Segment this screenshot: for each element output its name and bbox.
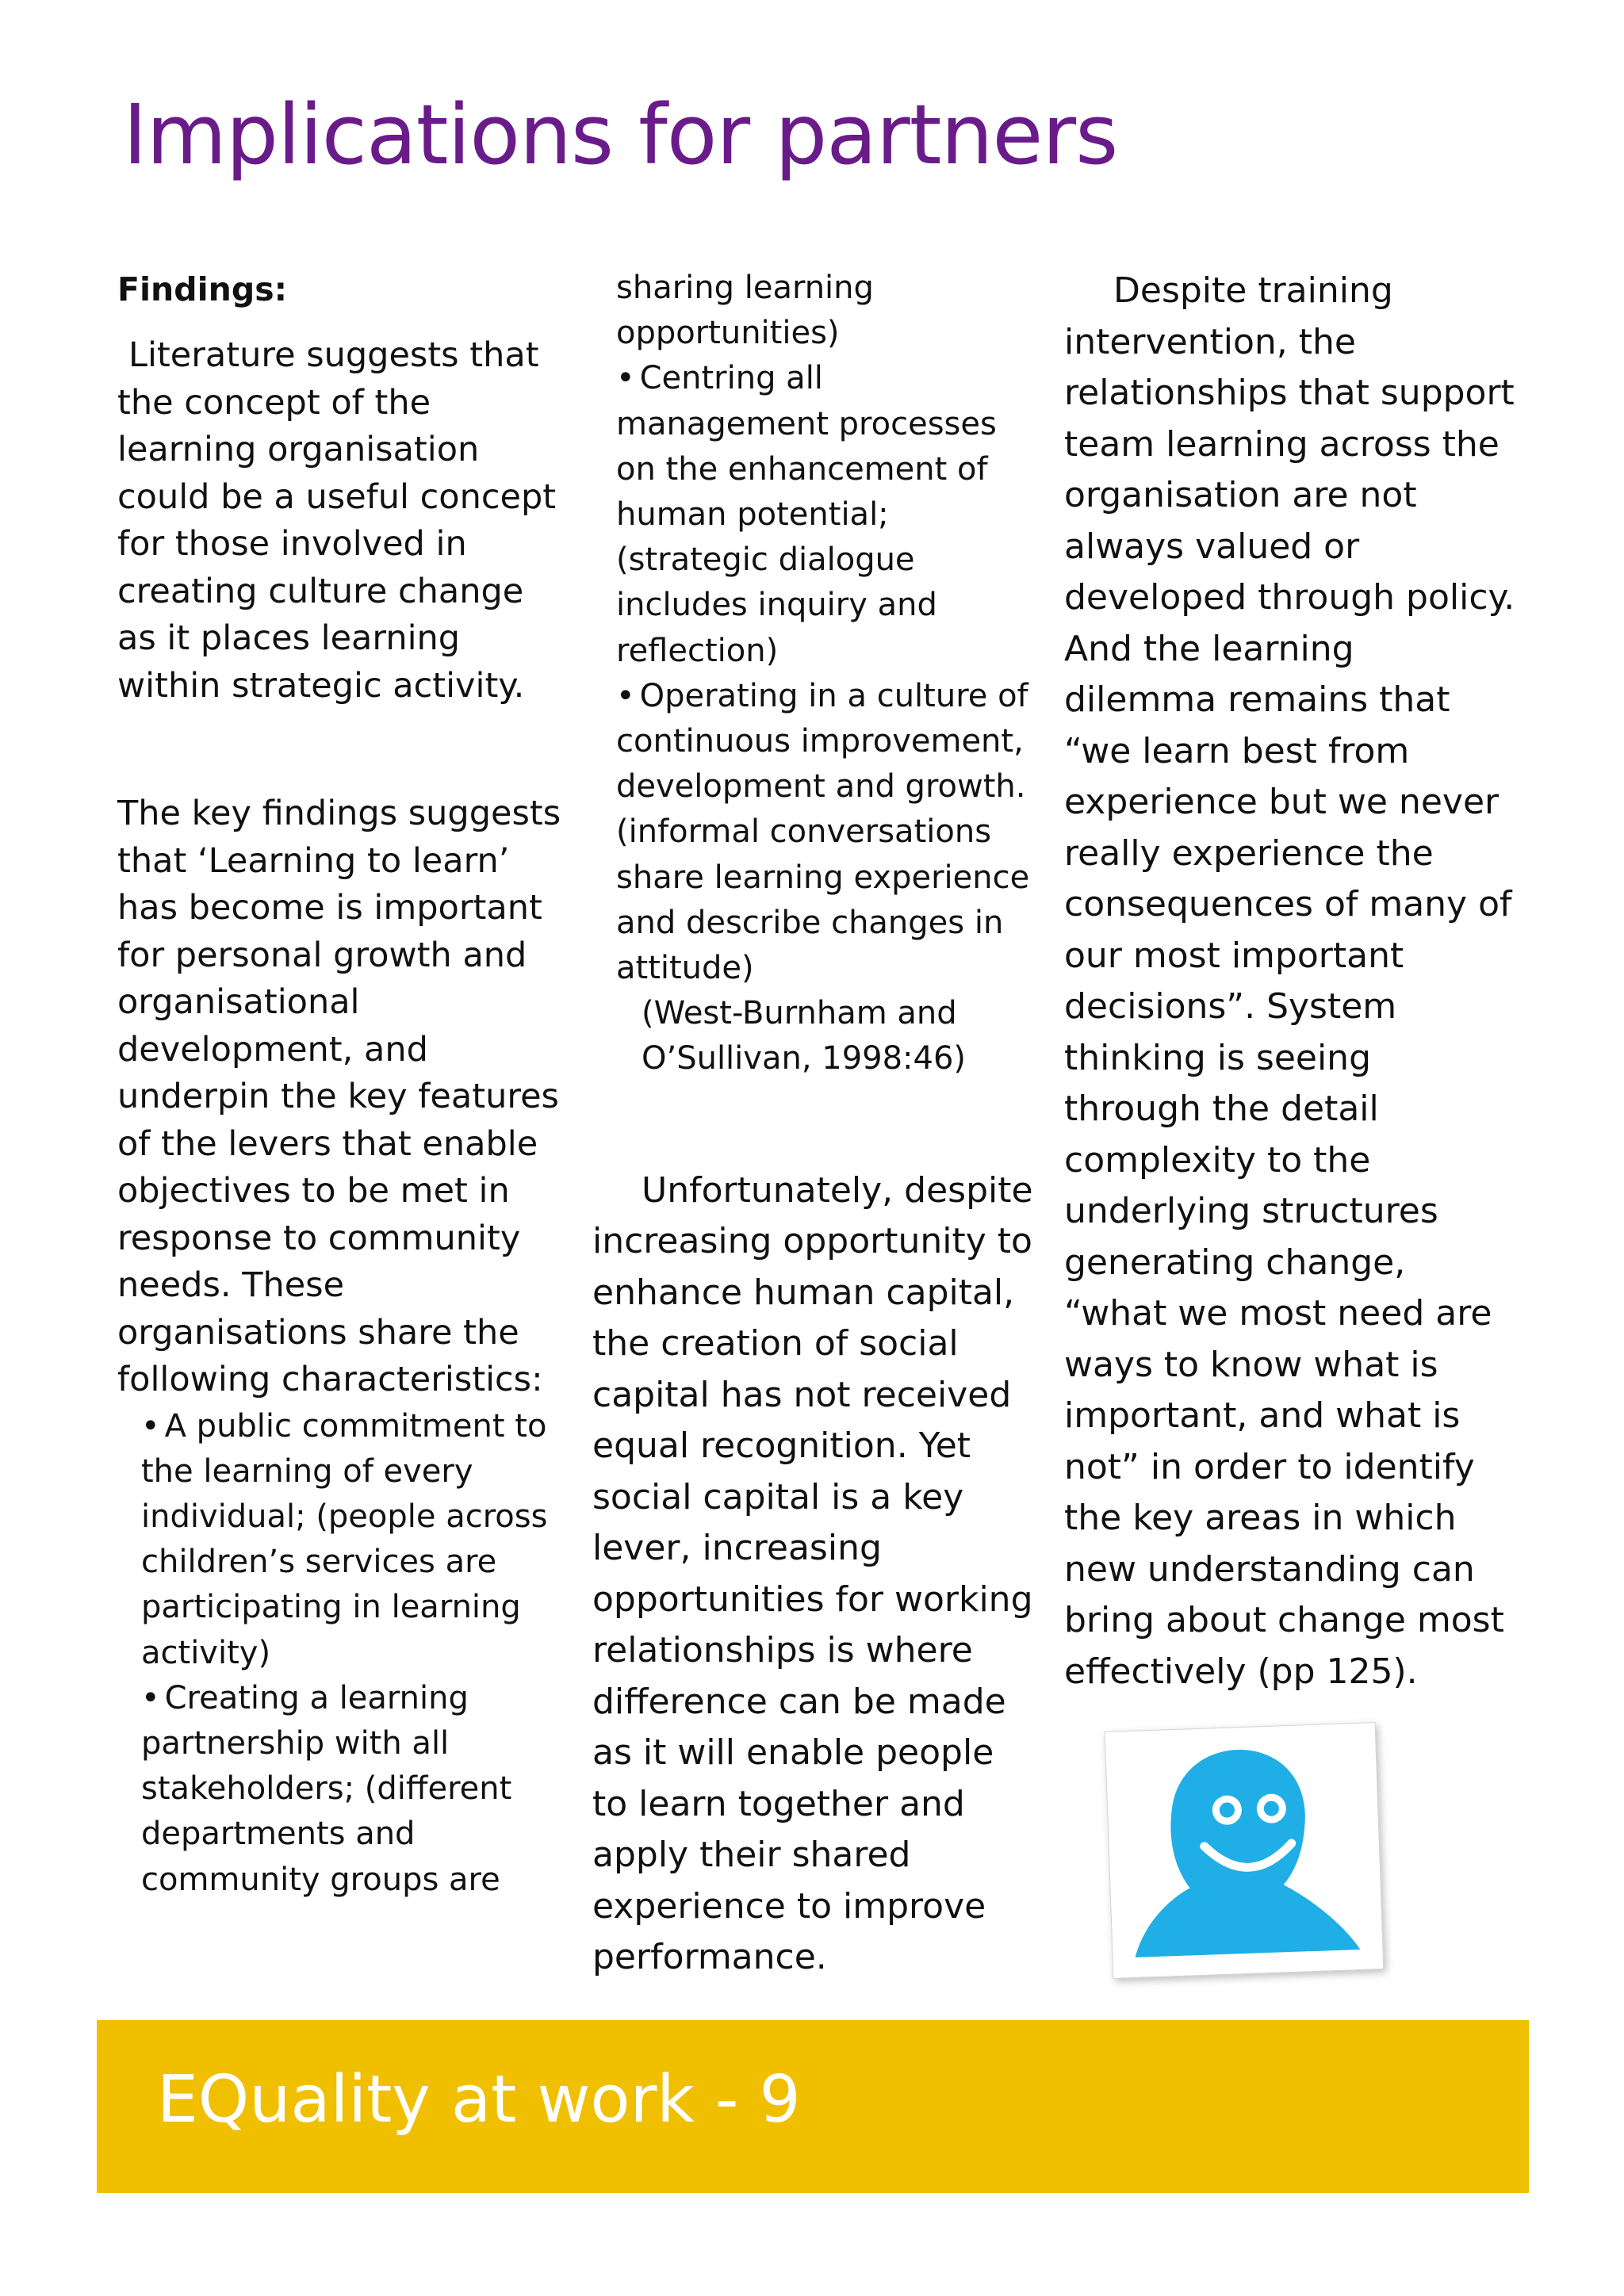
findings-paragraph-1: Literature suggests that the concept of the learning organisation could be a useful concept for those involved in creating culture change as it places learning within strategic activity. — [117, 335, 557, 706]
footer-bar — [97, 2020, 1529, 2193]
findings-heading: Findings: — [117, 270, 287, 308]
bullet-icon: • — [616, 677, 635, 714]
list-item: • Operating in a culture of continuous improvement, development and growth. (informal conversations share learning experience and describe changes in attitude) — [616, 674, 1036, 991]
bullet-icon: • — [141, 1679, 160, 1716]
list-item: • Creating a learning partnership with all stakeholders; (different departments and community groups are — [141, 1676, 561, 1903]
text-column-2 — [592, 266, 1036, 1984]
characteristics-list — [117, 1404, 561, 1903]
text-column-1 — [117, 266, 561, 1903]
bullet-icon: • — [141, 1407, 160, 1445]
citation: (West-Burnham and O’Sullivan, 1998:46) — [642, 995, 967, 1077]
list-item: • Centring all management processes on the enhancement of human potential; (strategic dialogue includes inquiry and reflection) — [616, 356, 1036, 673]
learning-dilemma-paragraph: Despite training intervention, the relationships that support team learning across the organisation are not always valued or developed through policy. And the learning dilemma remains that “we learn best from experience but we never really experience the consequences of many of our most important decisions”. System thinking is seeing through the detail complexity to the underlying structures generating change, “what we most need are ways to know what is important, and what is not” in order to identify the key areas in which new understanding can bring about change most effectively (pp 125). — [1064, 270, 1515, 1692]
page-title: Implications for partners — [123, 86, 1118, 183]
footer-page-label: EQuality at work - 9 — [157, 2062, 801, 2137]
social-capital-paragraph: Unfortunately, despite increasing opportunity to enhance human capital, the creation of social capital has not received equal recognition. Yet social capital is a key lever, increasing opportunities for working relationships is where difference can be made as it will enable people to learn together and apply their shared experience to improve performance. — [592, 1169, 1033, 1978]
characteristics-list-continued — [592, 266, 1036, 991]
list-item: • A public commitment to the learning of every individual; (people across children’s services are participating in learning activity) — [141, 1404, 561, 1676]
bullet-icon: • — [616, 360, 635, 397]
smiling-blue-figure-icon — [1105, 1723, 1384, 1978]
text-column-3 — [1064, 266, 1516, 1697]
findings-paragraph-2: The key findings suggests that ‘Learning to learn’ has become is important for personal growth and organisational development, and underpin the key features of the levers that enable objectives to be met in response to community needs. These organisations share the following characteristics: — [117, 794, 561, 1399]
list-item-continuation: sharing learning opportunities) — [616, 270, 874, 352]
mascot-photo — [1105, 1722, 1385, 1979]
